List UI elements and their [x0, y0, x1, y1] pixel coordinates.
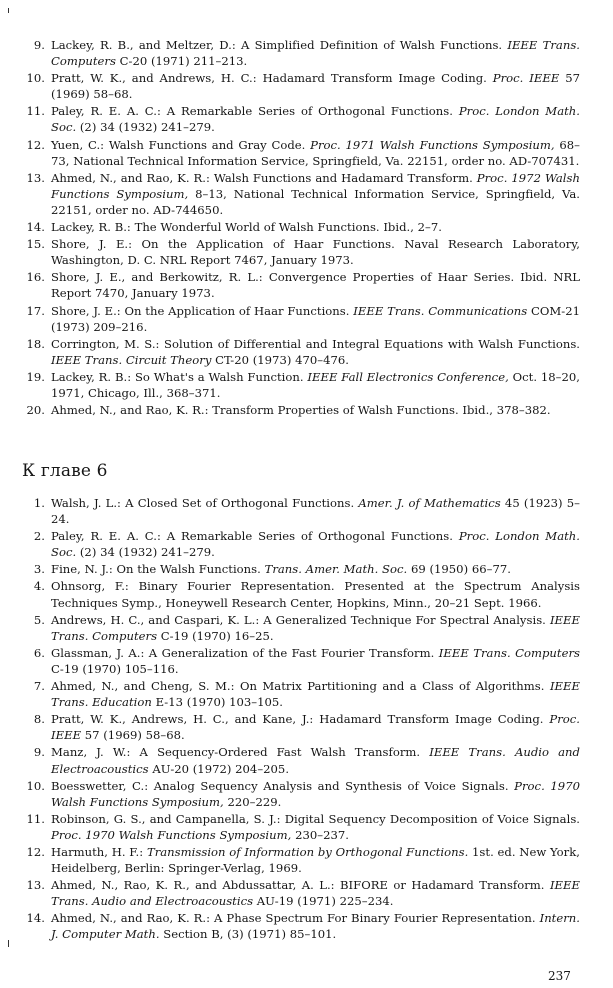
journal-title: IEEE Trans. Computers [51, 38, 580, 69]
reference-number: 4. [33, 579, 45, 594]
journal-title: IEEE Trans. Computers [438, 645, 580, 660]
reference-text: Robinson, G. S., and Campanella, S. J.: Digital Sequency Decomposition of Voice Signals. [51, 811, 580, 826]
reference-text: Paley, R. E. A. C.: A Remarkable Series of Orthogonal Functions. [51, 104, 459, 119]
reference-number: 13. [26, 878, 45, 893]
reference-item [20, 37, 580, 69]
journal-title: Proc. 1970 Walsh Functions Symposium, [51, 827, 292, 842]
reference-number: 7. [33, 679, 45, 694]
reference-text: Ahmed, N., and Rao, K. R.: Walsh Functions and Hadamard Transform. [51, 170, 477, 185]
reference-item [20, 910, 580, 942]
journal-title: IEEE Trans. Education [51, 679, 580, 710]
reference-text: Ahmed, N., and Rao, K. R.: Transform Properties of Walsh Functions. Ibid., 378–382. [51, 403, 551, 418]
journal-title: IEEE Trans. Circuit Theory [51, 352, 212, 367]
reference-text: Yuen, C.: Walsh Functions and Gray Code. [51, 137, 311, 152]
journal-title: Proc. London Math. Soc. [51, 104, 581, 135]
journal-title: Proc. London Math. Soc. [51, 529, 581, 560]
journal-title: Amer. J. of Mathematics [358, 496, 501, 510]
reference-item [20, 269, 580, 301]
reference-details: Oct. 18–20, 1971, Chicago, Ill., 368–371. [51, 369, 580, 400]
reference-text: Ahmed, N., and Cheng, S. M.: On Matrix Partitioning and a Class of Algorithms. [51, 679, 550, 694]
reference-number: 12. [26, 844, 45, 859]
reference-number: 17. [26, 303, 45, 318]
journal-title: Proc. 1971 Walsh Functions Symposium, [310, 137, 555, 152]
margin-mark [8, 940, 9, 947]
reference-number: 12. [26, 137, 45, 152]
reference-item [20, 578, 580, 610]
reference-details: CT-20 (1973) 470–476. [211, 352, 349, 367]
reference-details: AU-20 (1972) 204–205. [148, 761, 290, 776]
reference-number: 9. [33, 38, 45, 52]
reference-item [20, 70, 580, 102]
journal-title: Proc. 1972 Walsh Functions Symposium, [51, 170, 580, 201]
reference-details: Section B, (3) (1971) 85–101. [159, 927, 337, 942]
reference-details: (2) 34 (1932) 241–279. [76, 545, 215, 560]
reference-number: 9. [33, 745, 45, 760]
reference-details: E-13 (1970) 103–105. [151, 695, 283, 710]
journal-title: Proc. IEEE [51, 712, 580, 743]
journal-title: Transmission of Information by Orthogonal Functions. [146, 844, 469, 859]
reference-number: 19. [26, 369, 45, 384]
reference-text: Ahmed, N., Rao, K. R., and Abdussattar, A. L.: BIFORE or Hadamard Transform. [51, 878, 550, 893]
reference-text: Lackey, R. B., and Meltzer, D.: A Simplified Definition of Walsh Functions. [51, 38, 508, 52]
journal-title: Intern. J. Computer Math. [51, 911, 580, 942]
reference-number: 15. [26, 237, 45, 252]
reference-number: 11. [26, 104, 45, 119]
reference-text: Lackey, R. B.: So What's a Walsh Function. [51, 369, 308, 384]
reference-item [20, 744, 580, 776]
reference-item [20, 612, 580, 644]
reference-details: C-20 (1971) 211–213. [115, 54, 248, 69]
journal-title: IEEE Fall Electronics Conference, [307, 369, 509, 384]
journal-title: Proc. 1970 Walsh Functions Symposium, [51, 778, 580, 809]
reference-number: 18. [26, 336, 45, 351]
chapter-heading: К главе 6 [22, 461, 108, 481]
reference-details: 57 (1969) 58–68. [81, 728, 185, 743]
reference-details: 1st. ed. New York, Heidelberg, Berlin: Springer-Verlag, 1969. [51, 844, 580, 876]
reference-details: 220–229. [223, 794, 282, 809]
reference-text: Pratt, W. K., and Andrews, H. C.: Hadamard Transform Image Coding. [51, 71, 493, 86]
reference-details: 57 (1969) 58–68. [51, 71, 581, 102]
reference-item [20, 877, 580, 909]
reference-details: C-19 (1970) 16–25. [157, 628, 274, 643]
journal-title: Trans. Amer. Math. Soc. [264, 562, 408, 577]
reference-details: 230–237. [291, 827, 349, 842]
reference-text: Walsh, J. L.: A Closed Set of Orthogonal Functions. [51, 496, 359, 510]
reference-item [20, 711, 580, 743]
reference-item [20, 561, 580, 577]
reference-number: 8. [33, 712, 45, 727]
journal-title: Proc. IEEE [492, 71, 560, 86]
reference-number: 1. [33, 496, 45, 510]
reference-item [20, 645, 580, 677]
reference-text: Ahmed, N., and Rao, K. R.: A Phase Spectrum For Binary Fourier Representation. [51, 911, 540, 926]
reference-item [20, 778, 580, 810]
page-number: 237 [548, 969, 571, 983]
journal-title: IEEE Trans. Computers [51, 612, 580, 643]
reference-item [20, 336, 580, 368]
reference-text: Shore, J. E.: On the Application of Haar Functions. Naval Research Laboratory, Washington, D. C. NRL Report 7467, January 1973. [51, 237, 580, 268]
reference-item [20, 170, 580, 218]
reference-number: 10. [26, 778, 45, 793]
reference-number: 11. [26, 811, 45, 826]
reference-text: Lackey, R. B.: The Wonderful World of Walsh Functions. Ibid., 2–7. [51, 220, 442, 235]
reference-number: 14. [26, 220, 45, 235]
reference-details: 45 (1923) 5–24. [51, 496, 580, 527]
reference-number: 16. [26, 270, 45, 285]
reference-number: 3. [33, 562, 45, 577]
reference-text: Andrews, H. C., and Caspari, K. L.: A Generalized Technique For Spectral Analysis. [51, 612, 550, 627]
reference-text: Fine, N. J.: On the Walsh Functions. [51, 562, 265, 577]
reference-details: AU-19 (1971) 225–234. [253, 894, 394, 909]
reference-text: Glassman, J. A.: A Generalization of the Fast Fourier Transform. [51, 645, 439, 660]
reference-item [20, 528, 580, 560]
reference-item [20, 303, 580, 335]
reference-item [20, 844, 580, 876]
reference-item [20, 236, 580, 268]
reference-item [20, 219, 580, 235]
reference-details: 8–13, National Technical Information Service, Springfield, Va. 22151, order no. AD-744650. [51, 186, 581, 217]
reference-item [20, 369, 580, 401]
reference-text: Paley, R. E. A. C.: A Remarkable Series of Orthogonal Functions. [51, 529, 459, 544]
reference-text: Shore, J. E.: On the Application of Haar Functions. [51, 303, 354, 318]
reference-item [20, 103, 580, 135]
journal-title: IEEE Trans. Communications [353, 303, 528, 318]
reference-number: 13. [26, 170, 45, 185]
reference-number: 20. [26, 403, 45, 418]
reference-details: C-19 (1970) 105–116. [51, 661, 179, 676]
reference-item [20, 495, 580, 527]
reference-text: Shore, J. E., and Berkowitz, R. L.: Convergence Properties of Haar Series. Ibid. NRL Report 7470, January 1973. [51, 270, 580, 301]
reference-details: (2) 34 (1932) 241–279. [76, 120, 215, 135]
reference-text: Pratt, W. K., Andrews, H. C., and Kane, J.: Hadamard Transform Image Coding. [51, 712, 550, 727]
reference-text: Corrington, M. S.: Solution of Differential and Integral Equations with Walsh Functions. [51, 336, 580, 351]
reference-text: Harmuth, H. F.: [51, 844, 147, 859]
reference-details: 69 (1950) 66–77. [407, 562, 511, 577]
reference-item [20, 811, 580, 843]
reference-details: 68–73, National Technical Information Service, Springfield, Va. 22151, order no. AD-707431. [51, 137, 580, 168]
reference-text: Manz, J. W.: A Sequency-Ordered Fast Walsh Transform. [51, 745, 430, 760]
journal-title: IEEE Trans. Audio and Electroacoustics [51, 878, 580, 909]
reference-item [20, 402, 580, 418]
reference-text: Boesswetter, C.: Analog Sequency Analysis and Synthesis of Voice Signals. [51, 778, 515, 793]
reference-list-chapter-6 [20, 495, 580, 944]
margin-mark [8, 8, 9, 13]
reference-number: 2. [33, 529, 45, 544]
reference-item [20, 678, 580, 710]
reference-text: Ohnsorg, F.: Binary Fourier Representation. Presented at the Spectrum Analysis Techniques Symp., Honeywell Research Center, Hopkins, Minn., 20–21 Sept. 1966. [51, 579, 580, 610]
reference-list-continued [20, 37, 580, 419]
reference-number: 5. [33, 612, 45, 627]
reference-number: 6. [33, 645, 45, 660]
journal-title: IEEE Trans. Audio and Electroacoustics [51, 745, 580, 776]
reference-item [20, 137, 580, 169]
reference-details: COM-21 (1973) 209–216. [51, 303, 580, 334]
reference-number: 10. [26, 71, 45, 86]
reference-number: 14. [26, 911, 45, 926]
